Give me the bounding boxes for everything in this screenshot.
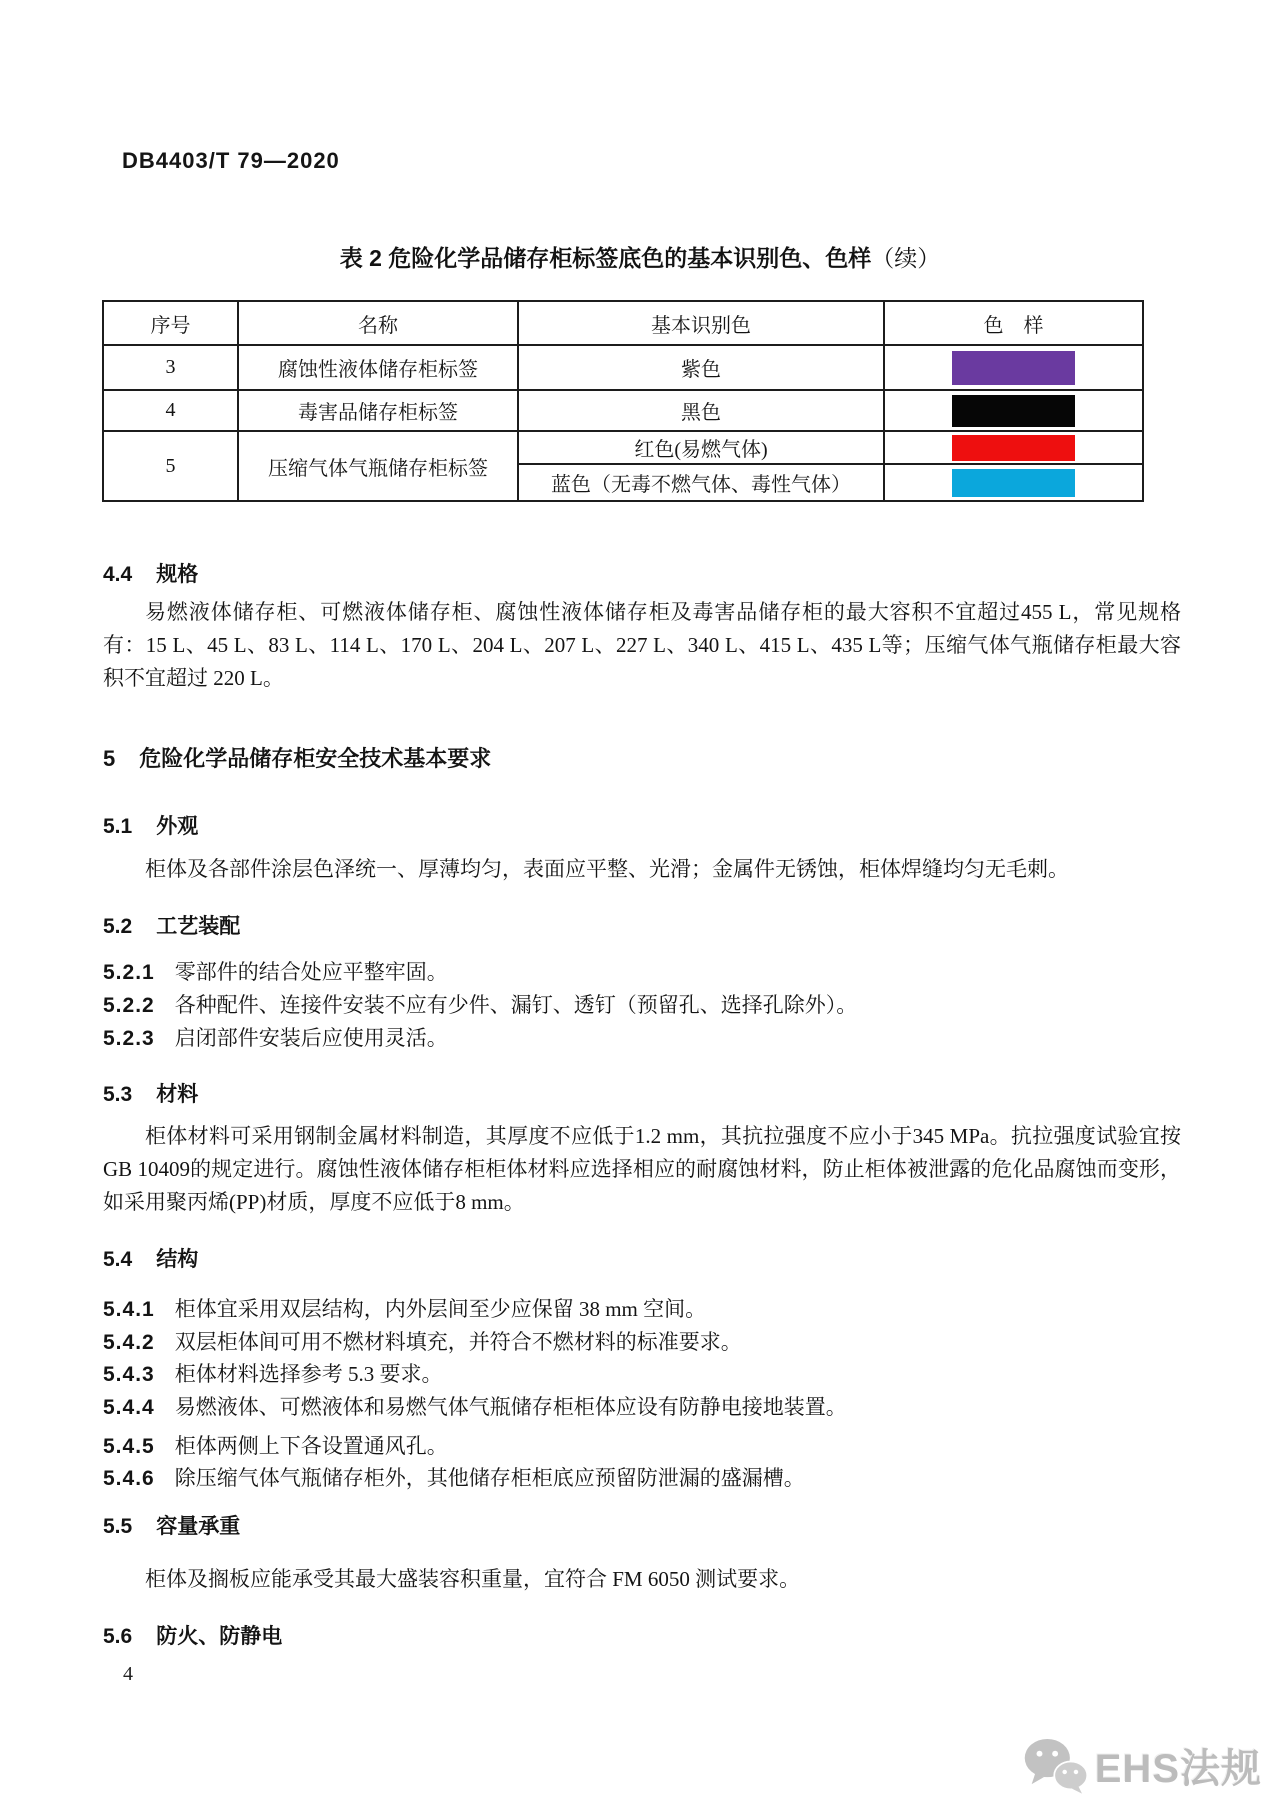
clause-5-2-3 xyxy=(103,1022,1181,1052)
clause-5-4-5 xyxy=(103,1430,1181,1460)
row-color-name: 紫色 xyxy=(518,345,884,390)
heading-title: 材料 xyxy=(156,1083,199,1106)
heading-number: 5.5 xyxy=(103,1515,133,1538)
col-header-basic-color: 基本识别色 xyxy=(518,301,884,345)
watermark xyxy=(1023,1735,1262,1795)
row-swatch-cell xyxy=(884,390,1143,431)
col-header-no: 序号 xyxy=(103,301,238,345)
col-header-name: 名称 xyxy=(238,301,518,345)
clause-text: 启闭部件安装后应使用灵活。 xyxy=(174,1026,448,1050)
red-swatch xyxy=(952,435,1075,461)
clause-5-4-1 xyxy=(103,1293,1181,1323)
heading-5-3 xyxy=(103,1078,198,1108)
heading-5-2 xyxy=(103,910,240,940)
blue-swatch xyxy=(952,469,1075,497)
table-title xyxy=(0,240,1280,273)
clause-text: 双层柜体间可用不燃材料填充，并符合不燃材料的标准要求。 xyxy=(174,1330,742,1354)
heading-title: 结构 xyxy=(156,1248,199,1271)
clause-text: 柜体宜采用双层结构，内外层间至少应保留 38 mm 空间。 xyxy=(174,1297,707,1321)
heading-number: 4.4 xyxy=(103,563,133,586)
clause-number: 5.2.2 xyxy=(103,994,155,1017)
clause-number: 5.4.5 xyxy=(103,1435,155,1458)
row-name: 毒害品储存柜标签 xyxy=(238,390,518,431)
heading-title: 规格 xyxy=(156,563,199,586)
clause-number: 5.4.3 xyxy=(103,1363,155,1386)
heading-number: 5.3 xyxy=(103,1083,133,1106)
black-swatch xyxy=(952,395,1075,427)
clause-5-4-2 xyxy=(103,1326,1181,1356)
heading-title: 工艺装配 xyxy=(156,915,241,938)
row-color-name: 红色(易燃气体) xyxy=(518,431,884,464)
heading-number: 5.6 xyxy=(103,1625,133,1648)
heading-5-6 xyxy=(103,1620,282,1650)
clause-5-2-1 xyxy=(103,956,1181,986)
heading-5-1 xyxy=(103,810,198,840)
clause-5-4-6 xyxy=(103,1462,1181,1492)
heading-number: 5.4 xyxy=(103,1248,133,1271)
para-5-3: 柜体材料可采用钢制金属材料制造，其厚度不应低于1.2 mm，其抗拉强度不应小于345 MPa。抗拉强度试验宜按GB 10409的规定进行。腐蚀性液体储存柜柜体材料应选择相应的耐腐蚀材料，防止柜体被泄露的危化品腐蚀而变形，如采用聚丙烯(PP)材质，厚度不应低于8 mm。 xyxy=(103,1124,1181,1214)
table-row xyxy=(103,390,1143,431)
heading-5 xyxy=(103,742,491,773)
col-header-sample: 色 样 xyxy=(884,301,1143,345)
heading-4-4 xyxy=(103,558,198,588)
heading-5-4 xyxy=(103,1243,198,1273)
purple-swatch xyxy=(952,351,1075,385)
heading-title: 危险化学品储存柜安全技术基本要求 xyxy=(139,746,492,771)
clause-text: 零部件的结合处应平整牢固。 xyxy=(174,960,448,984)
table-title-text: 表 2 危险化学品储存柜标签底色的基本识别色、色样 xyxy=(339,245,872,271)
heading-title: 防火、防静电 xyxy=(156,1625,283,1648)
row-no: 3 xyxy=(103,345,238,390)
clause-text: 柜体两侧上下各设置通风孔。 xyxy=(174,1434,448,1458)
table-row xyxy=(103,345,1143,390)
para-5-1: 柜体及各部件涂层色泽统一、厚薄均匀，表面应平整、光滑；金属件无锈蚀，柜体焊缝均匀无毛刺。 xyxy=(145,857,1069,881)
heading-title: 外观 xyxy=(156,815,199,838)
clause-text: 柜体材料选择参考 5.3 要求。 xyxy=(174,1362,443,1386)
clause-number: 5.4.2 xyxy=(103,1331,155,1354)
page-number: 4 xyxy=(123,1663,133,1685)
row-no: 4 xyxy=(103,390,238,431)
clause-number: 5.4.1 xyxy=(103,1298,155,1321)
clause-number: 5.2.3 xyxy=(103,1027,155,1050)
row-swatch-cell xyxy=(884,345,1143,390)
clause-number: 5.4.6 xyxy=(103,1467,155,1490)
clause-5-4-3 xyxy=(103,1358,1181,1388)
table-title-continued: （续） xyxy=(871,245,941,271)
clause-text: 易燃液体、可燃液体和易燃气体气瓶储存柜柜体应设有防静电接地装置。 xyxy=(174,1395,847,1419)
clause-text: 除压缩气体气瓶储存柜外，其他储存柜柜底应预留防泄漏的盛漏槽。 xyxy=(174,1466,805,1490)
color-sample-table xyxy=(102,300,1144,502)
row-swatch-cell xyxy=(884,431,1143,464)
table-header-row xyxy=(103,301,1143,345)
doc-number: DB4403/T 79—2020 xyxy=(122,148,340,173)
heading-number: 5.2 xyxy=(103,915,133,938)
clause-number: 5.4.4 xyxy=(103,1396,155,1419)
para-5-5: 柜体及搁板应能承受其最大盛装容积重量，宜符合 FM 6050 测试要求。 xyxy=(145,1567,801,1591)
clause-text: 各种配件、连接件安装不应有少件、漏钉、透钉（预留孔、选择孔除外）。 xyxy=(174,993,858,1017)
table-row xyxy=(103,431,1143,464)
clause-5-2-2 xyxy=(103,989,1181,1019)
heading-title: 容量承重 xyxy=(156,1515,241,1538)
heading-5-5 xyxy=(103,1510,240,1540)
row-no: 5 xyxy=(103,431,238,501)
wechat-logo-icon xyxy=(1023,1735,1089,1795)
row-name: 腐蚀性液体储存柜标签 xyxy=(238,345,518,390)
para-4-4: 易燃液体储存柜、可燃液体储存柜、腐蚀性液体储存柜及毒害品储存柜的最大容积不宜超过455 L，常见规格有：15 L、45 L、83 L、114 L、170 L、204 L、207 L、227 L、340 L、415 L、435 L等；压缩气体气瓶储存柜最大容积不宜超过 220 L。 xyxy=(103,600,1181,690)
heading-number: 5.1 xyxy=(103,815,133,838)
watermark-text: EHS法规 xyxy=(1094,1746,1262,1791)
row-color-name: 黑色 xyxy=(518,390,884,431)
row-color-name: 蓝色（无毒不燃气体、毒性气体） xyxy=(518,464,884,501)
row-swatch-cell xyxy=(884,464,1143,501)
clause-number: 5.2.1 xyxy=(103,961,155,984)
clause-5-4-4 xyxy=(103,1391,1181,1421)
heading-number: 5 xyxy=(103,746,116,771)
row-name: 压缩气体气瓶储存柜标签 xyxy=(238,431,518,501)
